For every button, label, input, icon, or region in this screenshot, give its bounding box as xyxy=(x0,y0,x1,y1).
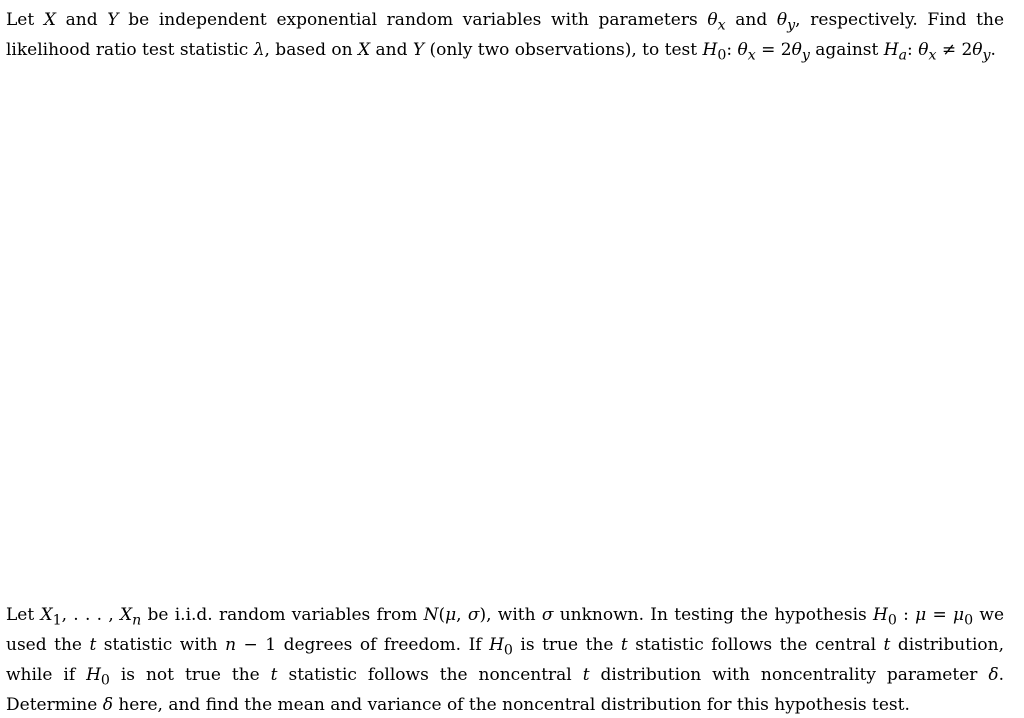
math-h: H xyxy=(883,39,899,60)
text-segment: and xyxy=(370,39,413,60)
text-segment: we used the xyxy=(6,605,1005,655)
math-subscript: y xyxy=(787,17,796,34)
math-mu: μ xyxy=(445,605,457,625)
math-n: n xyxy=(225,634,237,655)
text-segment: Let xyxy=(6,10,44,30)
math-var-y: Y xyxy=(412,39,425,60)
math-var-x: X xyxy=(40,605,53,625)
problem-1 xyxy=(6,8,1004,68)
math-theta: θ xyxy=(737,39,748,60)
math-subscript: n xyxy=(132,612,142,629)
math-var-x: X xyxy=(357,39,371,60)
math-operator: − 1 xyxy=(236,634,277,655)
text-segment: : xyxy=(726,39,738,60)
math-theta: θ xyxy=(791,39,802,60)
text-segment: and xyxy=(725,10,777,30)
math-h: H xyxy=(489,634,504,655)
text-segment: , based on xyxy=(264,39,358,60)
math-operator: : xyxy=(896,605,916,625)
problem-2-text xyxy=(6,603,1004,718)
math-h: H xyxy=(702,39,718,60)
text-segment: distribution, while if xyxy=(6,634,1005,685)
math-h: H xyxy=(873,605,888,625)
math-subscript: 1 xyxy=(52,612,62,629)
text-segment: , with xyxy=(486,605,542,625)
text-segment: . xyxy=(990,39,996,60)
text-segment: degrees of freedom. If xyxy=(276,634,490,655)
math-mu: μ xyxy=(915,605,927,625)
math-subscript: 0 xyxy=(717,47,727,64)
math-subscript: y xyxy=(801,47,810,64)
math-operator: ≠ 2 xyxy=(936,39,973,60)
text-segment: statistic follows the central xyxy=(627,634,884,655)
math-sigma: σ xyxy=(467,605,480,625)
math-subscript: x xyxy=(928,47,937,64)
math-h: H xyxy=(86,664,101,685)
text-segment: , respectively. Find the likelihood ratio test statistic xyxy=(6,10,1005,60)
math-subscript: a xyxy=(898,47,908,64)
math-t: t xyxy=(883,634,891,655)
math-paren: ) xyxy=(479,605,487,625)
math-mu: μ xyxy=(953,605,965,625)
math-t: t xyxy=(582,664,590,685)
math-theta: θ xyxy=(972,39,983,60)
text-segment: distribution with noncentrality parameter xyxy=(589,664,989,685)
text-segment: be i.i.d. random variables from xyxy=(141,605,424,625)
math-subscript: y xyxy=(982,47,991,64)
text-segment: against xyxy=(809,39,884,60)
math-subscript: x xyxy=(747,47,756,64)
text-segment: unknown. In testing the hypothesis xyxy=(553,605,874,625)
text-segment: and xyxy=(55,10,108,30)
text-segment: Let xyxy=(6,605,41,625)
math-subscript: 0 xyxy=(503,642,513,659)
math-var-y: Y xyxy=(107,10,119,30)
math-normal: N xyxy=(423,605,439,625)
math-var-x: X xyxy=(120,605,133,625)
math-t: t xyxy=(620,634,628,655)
math-lambda: λ xyxy=(253,39,265,60)
text-segment: is true the xyxy=(512,634,621,655)
math-var-x: X xyxy=(43,10,56,30)
math-theta: θ xyxy=(776,10,788,30)
text-segment: statistic follows the noncentral xyxy=(277,664,583,685)
math-operator: = xyxy=(926,605,954,625)
math-ellipsis: , . . . , xyxy=(61,605,121,625)
text-segment: : xyxy=(907,39,919,60)
math-paren: ( xyxy=(438,605,446,625)
text-segment: statistic with xyxy=(96,634,226,655)
text-segment: here, and find the mean and variance of the noncentral distribution for this hypothesis test. xyxy=(112,694,910,715)
math-theta: θ xyxy=(918,39,929,60)
text-segment: be independent exponential random variables with parameters xyxy=(118,10,708,30)
math-subscript: 0 xyxy=(100,672,110,689)
problem-1-text xyxy=(6,8,1004,68)
math-delta: δ xyxy=(988,664,999,685)
math-subscript: 0 xyxy=(887,612,897,629)
math-t: t xyxy=(270,664,278,685)
text-segment: . Determine xyxy=(6,664,1004,715)
math-subscript: x xyxy=(717,17,726,34)
text-segment: (only two observations), to test xyxy=(424,39,703,60)
math-delta: δ xyxy=(102,694,113,715)
problem-2 xyxy=(6,603,1004,718)
text-segment: is not true the xyxy=(109,664,271,685)
math-operator: = 2 xyxy=(755,39,792,60)
math-sigma: σ xyxy=(541,605,554,625)
math-comma: , xyxy=(456,605,468,625)
math-theta: θ xyxy=(707,10,718,30)
math-t: t xyxy=(89,634,97,655)
math-subscript: 0 xyxy=(964,612,974,629)
